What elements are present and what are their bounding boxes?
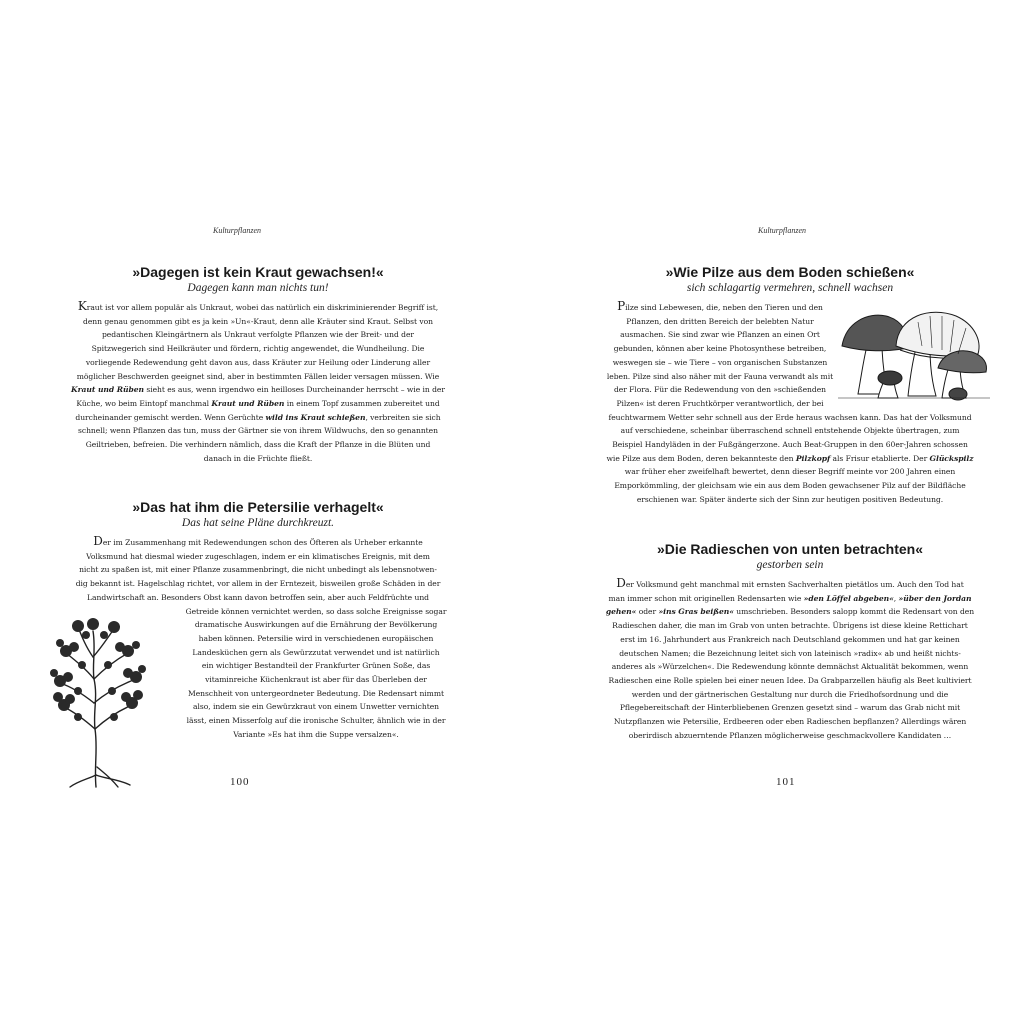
text-line: Beispiel Handyläden in der Fußgängerzone. Auch Beat-Gruppen in den 60er-Jahren schossen [612, 440, 968, 450]
text-line: Nutzpflanzen wie Petersilie, Erdbeeren oder eben Radieschen bepflanzen? Allerdings wären [613, 717, 967, 727]
idiom-section [580, 540, 1000, 742]
text-line: Geiltrieben, befreien. Die verhindern nämlich, dass die Kraft der Pflanze in die Blüten und [85, 440, 431, 450]
text-line: deutschen Namen; die Bezeichnung leitet sich von lateinisch »radix« ab und heißt nichts- [619, 648, 961, 658]
text-line: dramatische Auswirkungen auf die Ernährung der Bevölkerung [194, 620, 438, 630]
text-line: Kraut und Rüben sieht es aus, wenn irgendwo ein heilloses Durcheinander herrscht – wie in der [71, 385, 445, 395]
text-line: haben können. Petersilie wird in verschiedenen europäischen [198, 633, 434, 643]
text-line: der Flora. Für die Redewendung von den »schießenden [613, 385, 826, 395]
text-line: Volksmund hat diesmal wieder zugeschlagen, indem er ein klimatisches Ereignis, mit dem [86, 551, 430, 561]
page-number: 100 [230, 776, 250, 788]
text-line: auf verschiedene, scheinbar überraschend schnell entstehende Objekte übertragen, zum [620, 426, 960, 436]
text-line: vitaminreiche Küchenkraut ist aber für das Überleben der [205, 675, 427, 685]
text-line: Landwirtschaft an. Besonders Obst kann davon betroffen sein, aber auch Feldfrüchte und [87, 592, 429, 602]
running-head: Kulturpflanzen [213, 226, 262, 235]
idiom-heading: »Wie Pilze aus dem Boden schießen« [665, 264, 915, 280]
text-line: Spitzwegerich sind Heilkräuter und fördern, richtig angewendet, die Wundheilung. Die [91, 344, 425, 354]
text-line: Pflegebereitschaft der Hinterbliebenen Grenzen gesetzt sind – warum das Grab nicht mit [619, 703, 961, 713]
text-line: vorliegende Redewendung geht davon aus, dass Kräuter zur Heilung oder Linderung aller [85, 357, 431, 367]
text-line: Radieschen daher, die man im Grab von unten betrachte. Übrigens ist diese kleine Rettichart [612, 621, 968, 631]
idiom-meaning: Dagegen kann man nichts tun! [187, 282, 329, 294]
parsley-illustration [48, 617, 148, 789]
text-line: nicht zu spaßen ist, mit einer Pflanze zusammenbringt, die nicht unbedingt als lebensnotwen- [79, 565, 437, 575]
idiom-meaning: gestorben sein [756, 559, 824, 571]
idiom-section [44, 263, 472, 465]
idiom-body [580, 577, 1000, 742]
text-line: ausmachen. Sie sind zwar wie Pflanzen an einen Ort [620, 330, 820, 340]
text-line: möglicher Beschwerden geeignet sind, aber in bestimmten Fällen leider versagen müssen. Wie [76, 371, 440, 381]
idiom-body [44, 300, 472, 465]
text-line: anderes als »Würzelchen«. Die Redewendung könnte demnächst Aktualität bekommen, wenn [611, 662, 969, 672]
text-line: Landesküchen gern als Gewürzzutat verwendet und ist natürlich [192, 647, 440, 657]
text-line: erst im 16. Jahrhundert aus Frankreich nach Deutschland gekommen und hat gar keinen [620, 634, 960, 644]
text-line: Pflanzen, den dritten Bereich der belebten Natur [626, 316, 814, 326]
text-line: erschienen war. Später änderte sich der Sinn zur heutigen positiven Bedeutung. [636, 494, 944, 504]
idiom-heading: »Die Radieschen von unten betrachten« [656, 541, 924, 557]
text-line: Menschheit von untergeordneter Bedeutung. Die Redensart nimmt [188, 688, 444, 698]
text-line: gebunden, können aber keine Photosynthese betreiben, [613, 344, 827, 354]
text-line: danach in die Früchte fließt. [203, 453, 313, 463]
text-line: Emporkömmling, der gleichsam wie ein aus dem Boden gewachsener Pilz auf der Bildfläche [614, 481, 966, 491]
text-line: pedantischen Kleingärtnern als Unkraut verfolgte Pflanzen wie der Breit- und der [102, 330, 414, 340]
idiom-meaning: sich schlagartig vermehren, schnell wachsen [686, 282, 894, 294]
text-line: Der Volksmund geht manchmal mit ernsten Sachverhalten pietätlos um. Auch den Tod hat [616, 576, 964, 590]
running-head: Kulturpflanzen [758, 226, 807, 235]
text-line: ein wichtiger Bestandteil der Frankfurter Grünen Soße, das [201, 661, 431, 671]
text-line: oberirdisch abzuerntende Pflanzen möglicherweise geschmackvollere Kandidaten … [628, 730, 952, 740]
text-line: feuchtwarmem Wetter sehr schnell aus der Erde heraus wachsen kann. Das hat der Volksmund [608, 412, 972, 422]
idiom-meaning: Das hat seine Pläne durchkreuzt. [181, 517, 335, 529]
text-line: Radieschen eine Rolle spielen bei einer neuen Idee. Da Grabparzellen häufig als Beet kultiviert [608, 675, 972, 685]
text-line: Getreide können vernichtet werden, so dass solche Ereignisse sogar [185, 606, 447, 616]
right-page [512, 0, 1024, 1024]
text-line: wie Pilze aus dem Boden, deren bekannteste den Pilzkopf als Frisur etablierte. Der Glückspilz [606, 453, 974, 463]
text-line: also, indem sie ein Gewürzkraut von einem Unwetter vernichten [193, 702, 439, 712]
text-line: Küche, wo beim Eintopf manchmal Kraut und Rüben in einem Topf zusammen zubereitet und [76, 398, 440, 408]
text-line: war früher eher zweifelhaft bewertet, denn dieser Begriff meinte vor 200 Jahren einen [624, 467, 956, 477]
text-line: Pilze sind Lebewesen, die, neben den Tieren und den [617, 299, 823, 313]
text-line: Kraut ist vor allem populär als Unkraut, wobei das natürlich ein diskriminierender Begriff ist, [77, 299, 439, 313]
text-line: leben. Pilze sind also näher mit der Fauna verwandt als mit [606, 371, 834, 381]
text-line: werden und der gärtnerischen Gestaltung nur durch die Friedhofsordnung und die [631, 689, 949, 699]
text-line: gehen« oder »ins Gras beißen« umschrieben. Besonders salopp kommt die Redensart von den [605, 607, 975, 617]
page-number: 101 [776, 776, 796, 788]
text-line: weswegen sie – wie Tiere – von organischen Substanzen [612, 357, 828, 367]
text-line: durcheinander gemischt werden. Wenn Gerüchte wild ins Kraut schießen, verbreiten sie sich [75, 412, 441, 422]
text-line: schnell; wenn Pflanzen das tun, muss der Gärtner sie von ihrem Wildwuchs, den so genannten [78, 426, 438, 436]
text-line: lässt, einen Misserfolg auf die ironische Schulter, ähnlich wie in der [186, 716, 446, 726]
text-line: Der im Zusammenhang mit Redewendungen schon des Öfteren als Urheber erkannte [93, 534, 423, 548]
text-line: man immer schon mit originellen Redensarten wie »den Löffel abgeben«, »über den Jordan [608, 593, 972, 603]
idiom-heading: »Das hat ihm die Petersilie verhagelt« [132, 499, 384, 515]
mushroom-illustration [838, 302, 990, 402]
text-line: Pilzen« ist deren Fruchtkörper verantwortlich, der bei [616, 398, 824, 408]
idiom-heading: »Dagegen ist kein Kraut gewachsen!« [132, 264, 384, 280]
text-line: dig bekannt ist. Hagelschlag richtet, vor allem in der Erntezeit, bisweilen große Schäden in der [75, 579, 441, 589]
text-line: Variante »Es hat ihm die Suppe versalzen«. [233, 729, 399, 739]
text-line: denn genau genommen gibt es ja kein »Un«-Kraut, denn alle Kräuter sind Kraut. Selbst von [83, 316, 433, 326]
